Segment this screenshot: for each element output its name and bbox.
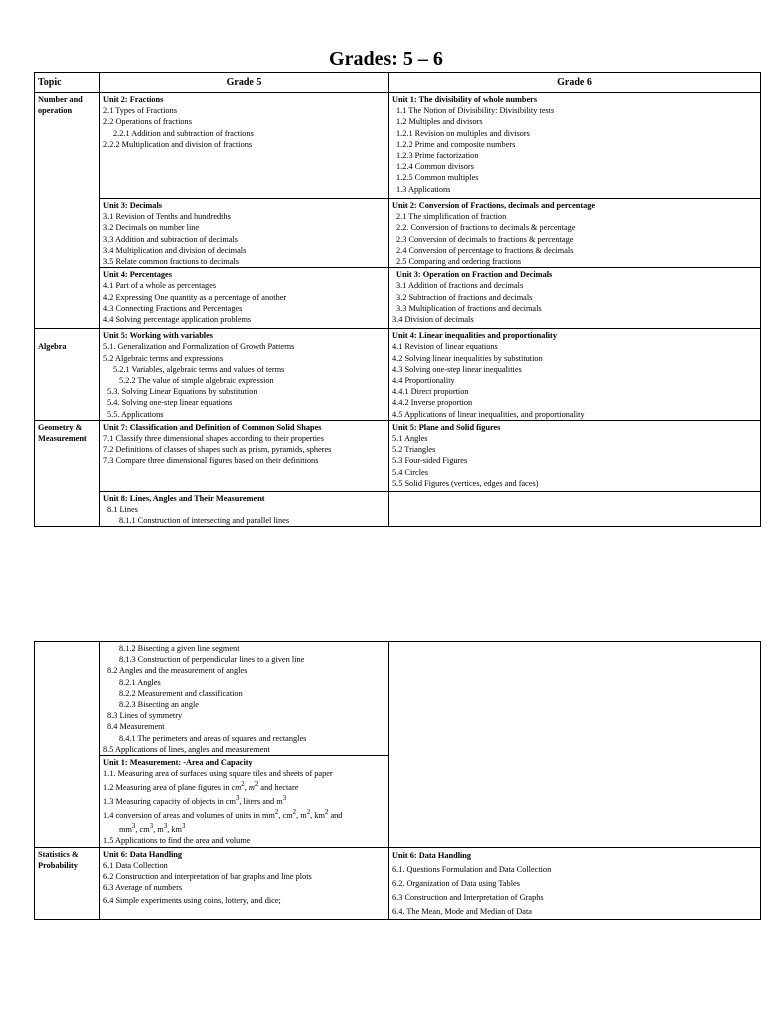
g5-unit7-solids: Unit 7: Classification and Definition of Common Solid Shapes 7.1 Classify three dimensional shapes according to their properties 7.2 Definitions of classes of shapes such as prism, pyramids, spheres 7.3 Compare three dimensional figures based on their definitions	[100, 420, 389, 491]
curriculum-table-continued	[34, 641, 761, 920]
table-row	[35, 642, 761, 756]
g6-unit2-conversion: Unit 2: Conversion of Fractions, decimals and percentage 2.1 The simplification of fraction 2.2. Conversion of fractions to decimals & percentage 2.3 Conversion of decimals to fractions & percentage 2.4 Conversion of percentage to fractions & decimals 2.5 Comparing and ordering fractions	[389, 199, 761, 268]
g5-unit6-data: Unit 6: Data Handling 6.1 Data Collection 6.2 Construction and interpretation of bar graphs and line plots 6.3 Average of numbers 6.4 Simple experiments using coins, lottery, and dice;	[100, 847, 389, 919]
grade6-header: Grade 6	[389, 73, 761, 93]
g6-unit5-figures: Unit 5: Plane and Solid figures 5.1 Angles 5.2 Triangles 5.3 Four-sided Figures 5.4 Circles 5.5 Solid Figures (vertices, edges and faces)	[389, 420, 761, 491]
g5-unit2-fractions: Unit 2: Fractions 2.1 Types of Fractions 2.2 Operations of fractions 2.2.1 Addition and subtraction of fractions 2.2.2 Multiplication and division of fractions	[100, 93, 389, 199]
g5-unit8-continued: 8.1.2 Bisecting a given line segment 8.1.3 Construction of perpendicular lines to a given line 8.2 Angles and the measurement of angles 8.2.1 Angles 8.2.2 Measurement and classification 8.2.3 Bisecting an angle 8.3 Lines of symmetry 8.4 Measurement 8.4.1 The perimeters and areas of squares and rectangles 8.5 Applications of lines, angles and measurement	[100, 642, 389, 756]
g6-unit6-data: Unit 6: Data Handling 6.1. Questions Formulation and Data Collection 6.2. Organization of Data using Tables 6.3 Construction and Interpretation of Graphs 6.4. The Mean, Mode and Median of Data	[389, 847, 761, 919]
topic-algebra: Algebra	[35, 329, 100, 421]
topic-statistics: Statistics & Probability	[35, 847, 100, 919]
g5-unit5-variables: Unit 5: Working with variables 5.1. Generalization and Formalization of Growth Patterns 5.2 Algebraic terms and expressions 5.2.1 Variables, algebraic terms and values of terms 5.2.2 The value of simple algebraic expression 5.3. Solving Linear Equations by substitution 5.4. Solving one-step linear equations 5.5. Applications	[100, 329, 389, 421]
g6-unit3-operations: Unit 3: Operation on Fraction and Decimals 3.1 Addition of fractions and decimals 3.2 Subtraction of fractions and decimals 3.3 Multiplication of fractions and decimals 3.4 Division of decimals	[389, 268, 761, 329]
table-row	[35, 329, 761, 421]
page-title: Grades: 5 – 6	[329, 48, 443, 70]
table-row	[35, 199, 761, 268]
topic-number-operation: Number and operation	[35, 93, 100, 329]
table-row	[35, 268, 761, 329]
topic-header: Topic	[35, 73, 100, 93]
table-row	[35, 847, 761, 919]
table-row	[35, 93, 761, 199]
header-row	[35, 73, 761, 93]
table-row	[35, 491, 761, 527]
curriculum-table	[34, 72, 761, 527]
g5-unit3-decimals: Unit 3: Decimals 3.1 Revision of Tenths and hundredths 3.2 Decimals on number line 3.3 Addition and subtraction of decimals 3.4 Multiplication and division of decimals 3.5 Relate common fractions to decimals	[100, 199, 389, 268]
g5-unit4-percentages: Unit 4: Percentages 4.1 Part of a whole as percentages 4.2 Expressing One quantity as a percentage of another 4.3 Connecting Fractions and Percentages 4.4 Solving percentage application problems	[100, 268, 389, 329]
g6-unit4-inequalities: Unit 4: Linear inequalities and proportionality 4.1 Revision of linear equations 4.2 Solving linear inequalities by substitution 4.3 Solving one-step linear inequalities 4.4 Proportionality 4.4.1 Direct proportion 4.4.2 Inverse proportion 4.5 Applications of linear inequalities, and proportionality	[389, 329, 761, 421]
g6-empty-cell	[389, 642, 761, 848]
g5-unit8-lines: Unit 8: Lines, Angles and Their Measurement 8.1 Lines 8.1.1 Construction of intersecting and parallel lines	[100, 491, 389, 527]
topic-empty-cell	[35, 642, 100, 848]
g6-unit1-divisibility: Unit 1: The divisibility of whole numbers 1.1 The Notion of Divisibility: Divisibility tests 1.2 Multiples and divisors 1.2.1 Revision on multiples and divisors 1.2.2 Prime and composite numbers 1.2.3 Prime factorization 1.2.4 Common divisors 1.2.5 Common multiples 1.3 Applications	[389, 93, 761, 199]
g5-unit1-measurement: Unit 1: Measurement: -Area and Capacity 1.1. Measuring area of surfaces using square tiles and sheets of paper 1.2 Measuring area of plane figures in $cm^2$, $m^2$ and hectare 1.3 Measuring capacity of objects in $cm^3$, liters and $m^3$ 1.4 conversion of areas and volumes of units in $mm^2$, $cm^2$, $m^2$, $km^2$ and $mm^3$, $cm^3$, $m^3$, $km^3$ 1.5 Applications to find the area and volume	[100, 756, 389, 847]
topic-geometry: Geometry & Measurement	[35, 420, 100, 527]
g6-empty-cell	[389, 491, 761, 527]
table-row	[35, 420, 761, 491]
grade5-header: Grade 5	[100, 73, 389, 93]
